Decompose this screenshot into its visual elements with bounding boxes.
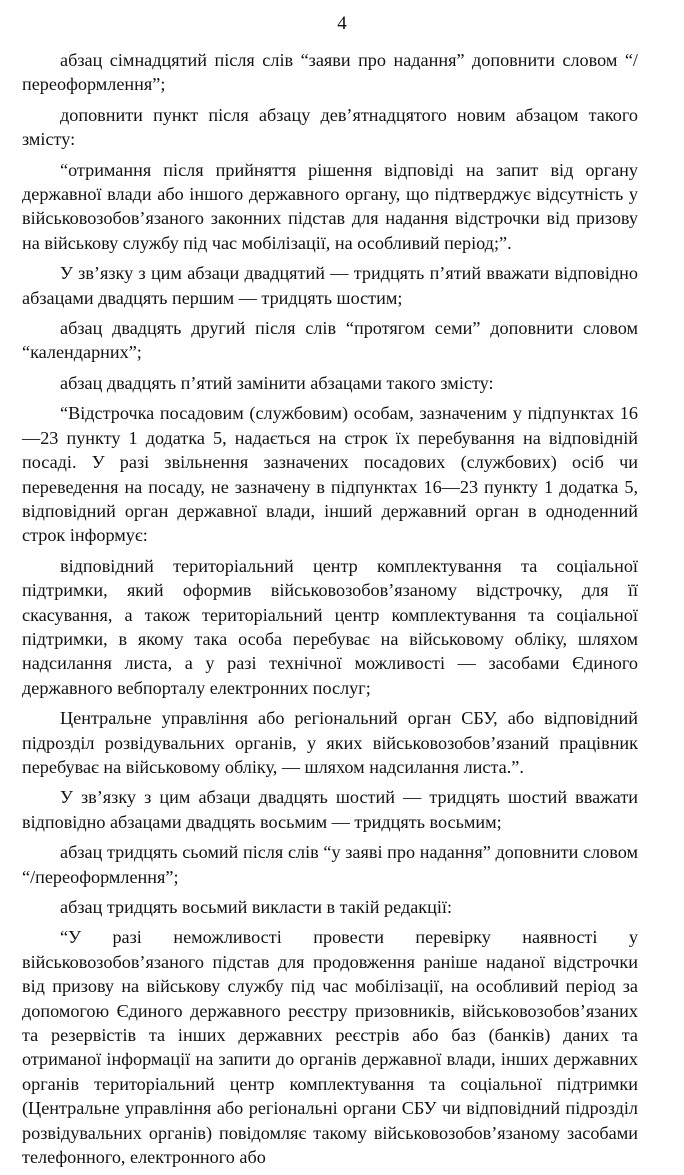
paragraph: абзац двадцять другий після слів “протягом семи” доповнити словом “календарних”; <box>22 318 638 363</box>
document-body <box>22 48 638 1175</box>
paragraph: абзац тридцять сьомий після слів “у заяві про надання” доповнити словом “/переоформлення”; <box>22 842 638 887</box>
paragraph: “У разі неможливості провести перевірку наявності у військовозобов’язаного підстав для продовження раніше наданої відстрочки від призову на військову службу під час мобілізації, на особливий період за допомогою Єдиного державного реєстру призовників, військовозобов’язаних та резервістів та інших державних реєстрів або баз (банків) даних та отриманої інформації на запити до органів державної влади, інших державних органів територіальний центр комплектування та соціальної підтримки (Центральне управління або регіональні органи СБУ чи відповідний підрозділ розвідувальних органів) повідомляє такому військовозобов’язаному засобами телефонного, електронного або <box>22 927 638 1168</box>
paragraph: доповнити пункт після абзацу дев’ятнадцятого новим абзацом такого змісту: <box>22 104 638 150</box>
paragraph: відповідний територіальний центр комплектування та соціальної підтримки, який оформив військовозобов’язаному відстрочку, для її скасування, а також територіальний центр комплектування та соціальної підтримки, в якому така особа перебуває на військовому обліку, шляхом надсилання листа, а у разі технічної можливості — засобами Єдиного державного вебпорталу електронних послуг; <box>22 555 638 698</box>
paragraph: “отримання після прийняття рішення відповіді на запит від органу державної влади або іншого державного органу, що підтверджує відсутність у військовозобов’язаного законних підстав для надання відстрочки від призову на військову службу під час мобілізації, на особливий період;”. <box>22 159 638 253</box>
paragraph: абзац тридцять восьмий викласти в такій редакції: <box>60 897 453 917</box>
page-number: 4 <box>337 13 347 34</box>
paragraph: абзац сімнадцятий після слів “заяви про надання” доповнити словом “/переоформлення”; <box>22 50 638 95</box>
paragraph: “Відстрочка посадовим (службовим) особам, зазначеним у підпунктах 16—23 пункту 1 додатка 5, надається на строк їх перебування на відповідній посаді. У разі звільнення зазначених посадових (службових) осіб чи переведення на посаду, не зазначену в підпунктах 16—23 пункту 1 додатка 5, відповідний орган державної влади, інший державний орган в одноденний строк інформує: <box>22 403 638 546</box>
paragraph: Центральне управління або регіональний орган СБУ, або відповідний підрозділ розвідувальних органів, у яких військовозобов’язаний працівник перебуває на військовому обліку, — шляхом надсилання листа.”. <box>22 708 638 777</box>
paragraph: У зв’язку з цим абзаци двадцятий — тридцять п’ятий вважати відповідно абзацами двадцять першим — тридцять шостим; <box>22 263 638 308</box>
paragraph: У зв’язку з цим абзаци двадцять шостий — тридцять шостий вважати відповідно абзацами двадцять восьмим — тридцять восьмим; <box>22 787 638 832</box>
paragraph: абзац двадцять п’ятий замінити абзацами такого змісту: <box>60 372 494 393</box>
